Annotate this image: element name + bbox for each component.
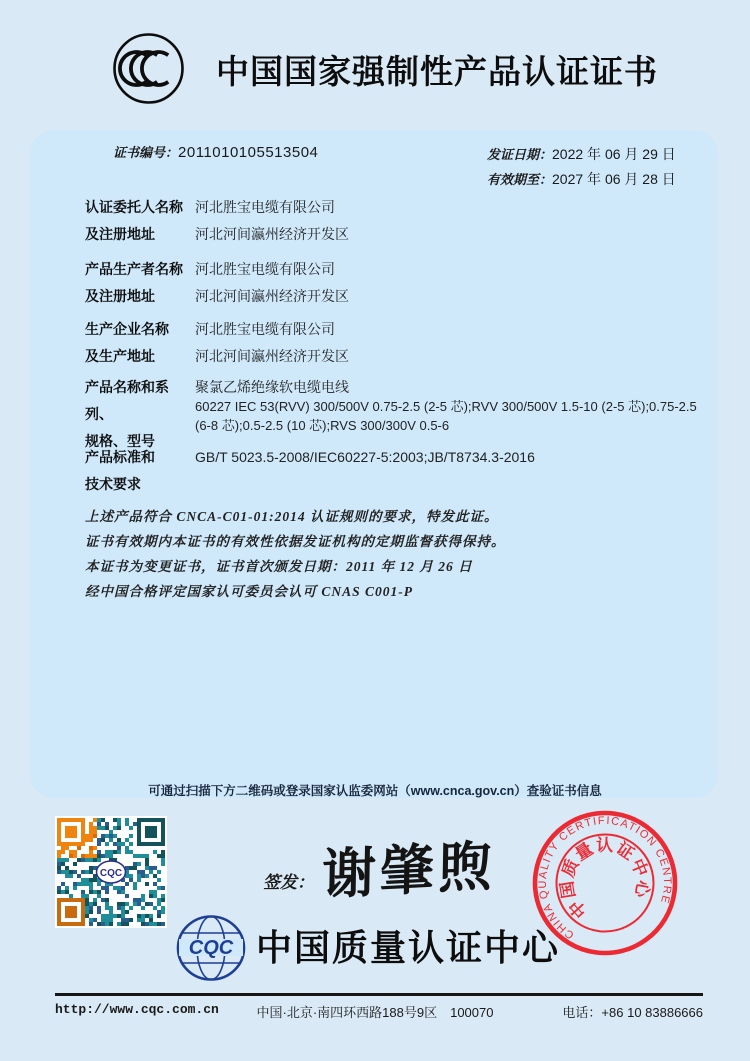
signature: 谢肇煦	[321, 836, 497, 906]
certificate-dates	[487, 142, 676, 192]
issue-date-label: 发证日期：	[487, 147, 553, 162]
footer-phone: 电话：+86 10 83886666	[562, 1005, 703, 1020]
issuer-stamp	[529, 807, 681, 959]
ccc-mark-icon	[112, 32, 185, 105]
expiry-date-label: 有效期至：	[487, 172, 553, 187]
footer-url: http://www.cqc.com.cn	[55, 1002, 219, 1017]
field-applicant	[85, 194, 700, 248]
footer-divider	[55, 993, 703, 996]
verify-note: 可通过扫描下方二维码或登录国家认监委网站（www.cnca.gov.cn）查验证书信息	[148, 784, 602, 798]
field-label: 产品标准和 技术要求	[85, 449, 155, 492]
cqc-logo-text: CQC	[188, 937, 234, 959]
statement-line: 本证书为变更证书，证书首次颁发日期：2011 年 12 月 26 日	[85, 559, 473, 574]
sign-label: 签发：	[263, 873, 314, 892]
qr-center-label: CQC	[99, 868, 123, 879]
field-factory	[85, 316, 700, 370]
issuer-name: 中国质量认证中心	[256, 927, 561, 968]
field-value: 河北胜宝电缆有限公司 河北河间瀛州经济开发区	[195, 261, 349, 304]
statement-line: 证书有效期内本证书的有效性依据发证机构的定期监督获得保持。	[85, 534, 506, 549]
field-standards	[85, 444, 700, 498]
field-label: 生产企业名称 及生产地址	[85, 321, 169, 364]
stamp-text-en: CHINA QUALITY CERTIFICATION CENTRE	[536, 814, 674, 942]
field-value: 河北胜宝电缆有限公司 河北河间瀛州经济开发区	[195, 321, 349, 364]
issue-date-value: 2022 年 06 月 29 日	[552, 146, 676, 162]
expiry-date-row	[487, 167, 676, 192]
footer-address: 中国·北京·南四环西路188号9区 100070	[256, 1005, 494, 1020]
expiry-date-value: 2027 年 06 月 28 日	[552, 171, 676, 187]
qr-code	[55, 816, 167, 928]
stamp-text-zh: 中国质量认证中心	[557, 835, 653, 922]
statement-line: 经中国合格评定国家认可委员会认可 CNAS C001-P	[85, 584, 414, 599]
field-product	[85, 374, 700, 455]
field-manufacturer	[85, 256, 700, 310]
issue-date-row	[487, 142, 676, 167]
field-label: 产品生产者名称 及注册地址	[85, 261, 183, 304]
field-label: 产品名称和系列、 规格、型号	[85, 379, 169, 449]
statements	[85, 504, 506, 604]
certificate-number-value: 2011010105513504	[178, 144, 319, 161]
page-title: 中国国家强制性产品认证证书	[216, 53, 658, 90]
field-value: GB/T 5023.5-2008/IEC60227-5:2003;JB/T8734.3-2016	[195, 449, 535, 465]
statement-line: 上述产品符合 CNCA-C01-01:2014 认证规则的要求，特发此证。	[85, 509, 499, 524]
field-label: 认证委托人名称 及注册地址	[85, 199, 183, 242]
certificate-number	[113, 142, 318, 161]
certificate-number-label: 证书编号：	[113, 145, 179, 160]
field-value: 聚氯乙烯绝缘软电缆电线 60227 IEC 53(RVV) 300/500V 0.75-2.5 (2-5 芯);RVV 300/500V 1.5-10 (2-5 芯);0.75-2.5 (6-8 芯);0.5-2.5 (10 芯);RVS 300/300V 0.5-6	[195, 379, 697, 433]
cqc-globe-icon	[174, 911, 248, 985]
field-value: 河北胜宝电缆有限公司 河北河间瀛州经济开发区	[195, 199, 349, 242]
